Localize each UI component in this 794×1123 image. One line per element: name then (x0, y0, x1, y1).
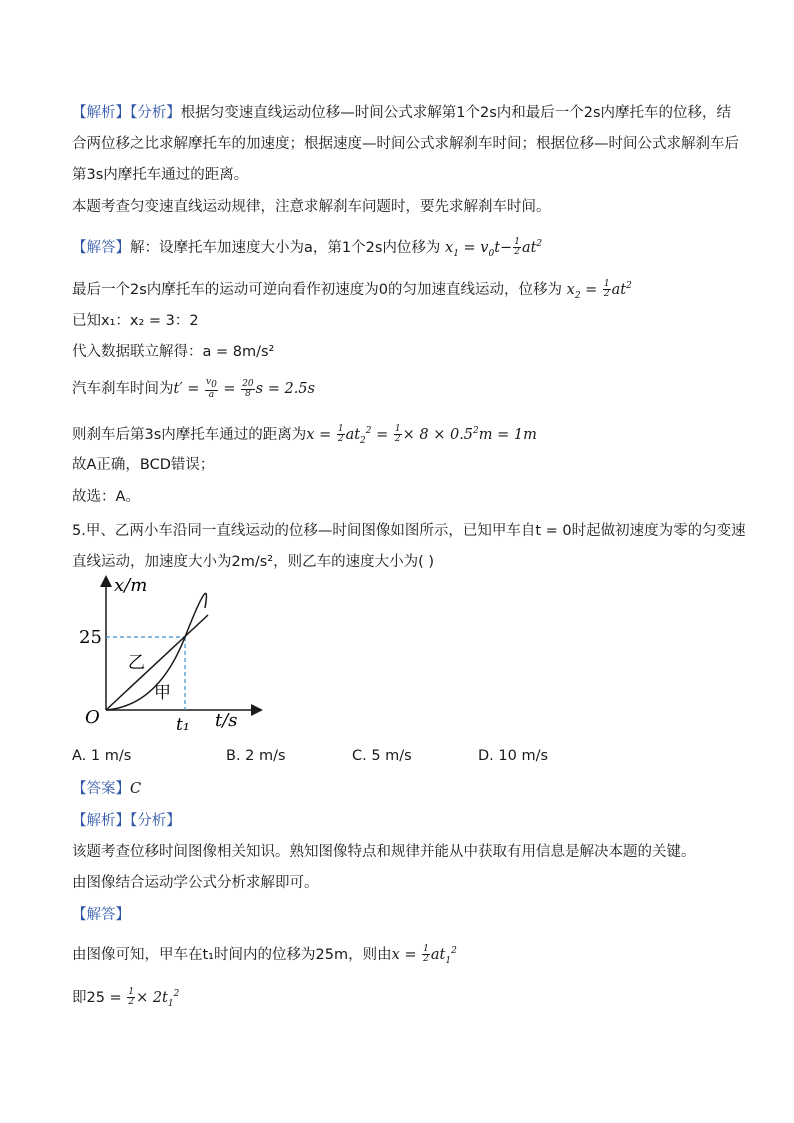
displacement-time-graph (70, 570, 270, 740)
label-jia: 甲 (154, 683, 171, 703)
q5-formula-1: x = $\frac{1}{2}$ $at_1^2$ (391, 944, 457, 966)
q5-tag-jieda: 【解答】 (72, 907, 130, 923)
q5-analysis-line-1: 该题考查位移时间图像相关知识。熟知图像特点和规律并能从中获取有用信息是解决本题的关键。 (72, 844, 696, 860)
y-axis-label: x/m (114, 575, 148, 596)
answer-line (72, 778, 141, 800)
sol-text-6: 则刹车后第3s内摩托车通过的距离为 (72, 426, 307, 443)
solution-line-2 (72, 275, 632, 307)
sol-text-2: 最后一个2s内摩托车的运动可逆向看作初速度为0的匀加速直线运动，位移为 (72, 281, 563, 298)
q5-analysis-heading (72, 810, 181, 832)
solution-line-7: 故A正确，BCD错误； (72, 457, 215, 473)
q5-formula-2: $\frac{1}{2}$ × $2t_1^2$ (128, 987, 180, 1009)
sol-text-1: 解：设摩托车加速度大小为a，第1个2s内位移为 (130, 239, 441, 256)
y-tick-25: 25 (79, 627, 102, 648)
solution-line-1 (72, 233, 542, 265)
q5-sol-text-2: 即25 = (72, 989, 122, 1006)
formula-x1: $x_1 = v_0t-$ $\frac{1}{2}$ $at^2$ (445, 237, 543, 259)
analysis-heading-1 (72, 102, 731, 124)
tag-jieda: 【解答】 (72, 239, 130, 256)
q5-solution-line-2 (72, 983, 179, 1015)
answer-value: C (130, 781, 142, 797)
q5-solution-heading (72, 904, 130, 926)
x-axis-label: t/s (215, 710, 238, 731)
solution-line-5 (72, 378, 315, 400)
solution-line-4: 代入数据联立解得：a = 8m/s² (72, 344, 275, 360)
question-5-stem-2: 直线运动，加速度大小为2m/s²，则乙车的速度大小为( ) (72, 554, 435, 570)
solution-line-8: 故选：A。 (72, 489, 140, 505)
option-a: A. 1 m/s (72, 748, 132, 764)
tag-jiexi: 【解析】 (72, 105, 130, 121)
label-yi: 乙 (128, 653, 145, 673)
x-tick-t1: t₁ (176, 715, 190, 735)
analysis-line-3: 第3s内摩托车通过的距离。 (72, 167, 249, 183)
q5-solution-line-1 (72, 940, 457, 972)
analysis-text: 根据匀变速直线运动位移—时间公式求解第1个2s内和最后一个2s内摩托车的位移，结 (180, 105, 732, 121)
question-5-stem-1: 5.甲、乙两小车沿同一直线运动的位移—时间图像如图所示，已知甲车自t = 0时起做初速度为零的匀变速 (72, 523, 746, 539)
origin-label: O (85, 707, 100, 728)
q5-sol-text-1: 由图像可知，甲车在t₁时间内的位移为25m，则由 (72, 946, 392, 963)
q5-tag-fenxi: 【分析】 (130, 813, 181, 829)
answer-tag: 【答案】 (72, 781, 130, 797)
option-b: B. 2 m/s (226, 748, 286, 764)
q5-analysis-line-2: 由图像结合运动学公式分析求解即可。 (72, 875, 319, 891)
formula-distance: x = $\frac{1}{2}$ $at_2^2$ = $\frac{1}{2}$ × $8 \times 0.5^2m = 1m$ (306, 424, 537, 446)
summary-line: 本题考查匀变速直线运动规律，注意求解刹车问题时，要先求解刹车时间。 (72, 199, 551, 215)
option-c: C. 5 m/s (352, 748, 412, 764)
option-d: D. 10 m/s (478, 748, 549, 764)
formula-brake-time: t′ = $\frac{v_0}{a}$ = $\frac{20}{8}$ s = 2.5s (173, 377, 315, 400)
solution-line-3: 已知x₁：x₂ = 3：2 (72, 313, 199, 329)
tag-fenxi: 【分析】 (130, 105, 181, 121)
analysis-line-2: 合两位移之比求解摩托车的加速度；根据速度—时间公式求解刹车时间；根据位移—时间公式求解刹车后 (72, 136, 739, 152)
formula-x2: $x_2$ = $\frac{1}{2}$ $at^2$ (566, 279, 632, 301)
sol-text-5: 汽车刹车时间为 (72, 381, 174, 397)
solution-line-6 (72, 420, 537, 452)
q5-tag-jiexi: 【解析】 (72, 813, 130, 829)
